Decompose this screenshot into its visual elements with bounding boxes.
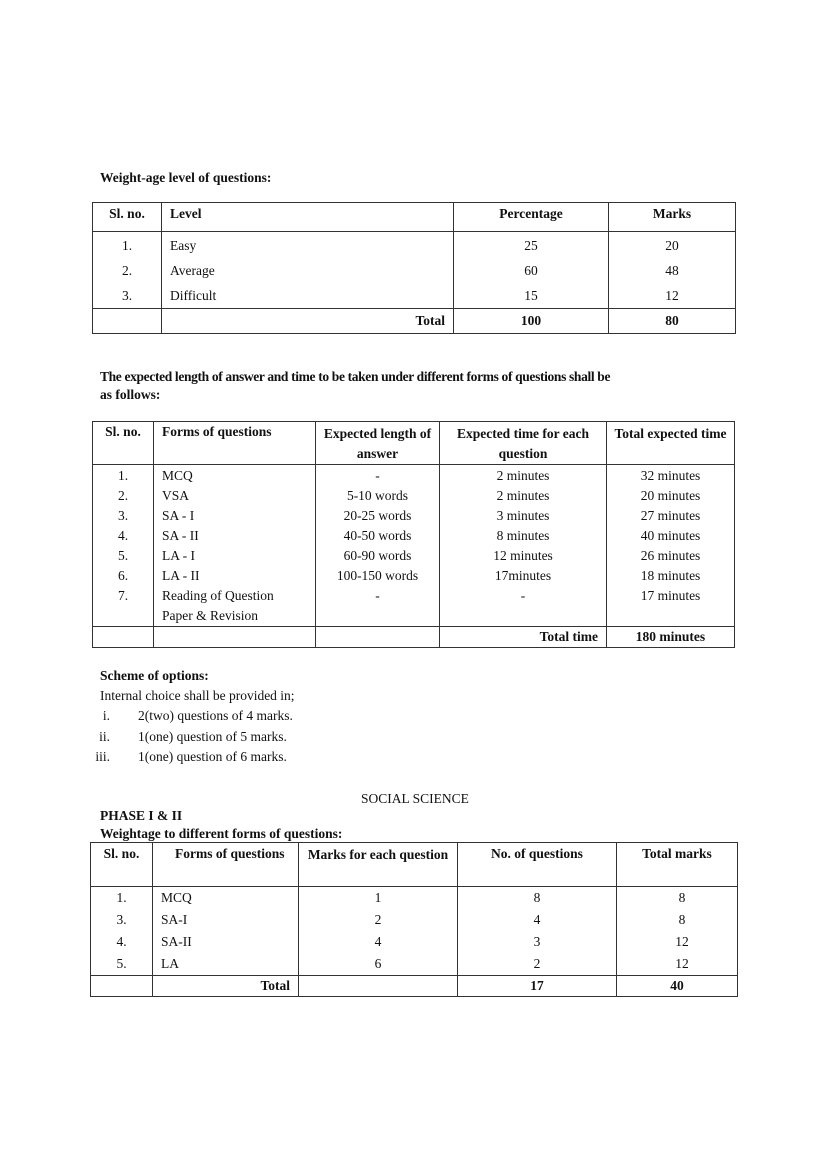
total-percentage: 100 [454,309,609,334]
social-science-title: SOCIAL SCIENCE [361,791,469,806]
col-header-total-time: Total expected time [607,422,735,465]
col-header-total-marks: Total marks [617,843,738,887]
table-row-level: Easy [170,238,197,253]
table-row-sl: 3. [121,288,133,303]
table-row-form: MCQ [161,890,192,905]
col-header-forms: Forms of questions [154,422,316,465]
table-row-total: 12 [675,934,689,949]
section1-heading: Weight-age level of questions: [100,170,272,185]
table-row-length: 60-90 words [343,548,412,563]
table-row-percentage: 60 [524,263,538,278]
table-row-time-each: - [520,588,526,603]
table-row-sl: 2. [117,488,129,503]
table-row-marks: 12 [665,288,679,303]
table-row-time-each: 8 minutes [496,528,550,543]
table-row-time-each: 2 minutes [496,468,550,483]
col-header-time-each: Expected time for each question [440,422,607,465]
table-row-total: 32 minutes [640,468,701,483]
table-row-sl: 4. [117,528,129,543]
col-header-count: No. of questions [458,843,617,887]
list-item [90,729,390,750]
list-item-number: i. [102,708,110,723]
options-heading: Scheme of options: [100,668,209,683]
table-row-total: 20 minutes [640,488,701,503]
list-item [90,708,390,729]
table-row-percentage: 25 [524,238,538,253]
table-row-marks-each: 1 [374,890,382,905]
table-row-sl: 5. [116,956,127,971]
table-row-marks-each: 6 [374,956,382,971]
section2-heading [100,369,740,403]
table-row-length: 20-25 words [343,508,412,523]
list-item-text: 1(one) question of 6 marks. [138,749,287,764]
col-header-length: Expected length of answer [316,422,440,465]
table-row-length: 5-10 words [346,488,409,503]
weightage-level-table [92,202,736,334]
col-header-forms: Forms of questions [153,843,299,887]
list-item-number: iii. [95,749,110,764]
table-row-percentage: 15 [524,288,538,303]
table-row-sl: 1. [117,468,129,483]
table-row-count: 2 [533,956,541,971]
table-row-total: 8 [678,890,686,905]
table-row-form: SA-I [161,912,188,927]
table-row-marks-each: 4 [374,934,382,949]
table-row-total: 40 minutes [640,528,701,543]
total-count: 17 [458,976,617,997]
table-row-marks: 48 [665,263,679,278]
list-item [90,749,390,770]
table-row-time-each: 2 minutes [496,488,550,503]
table-row-total: 27 minutes [640,508,701,523]
table-row-sl: 1. [121,238,133,253]
phase-label: PHASE I & II [100,808,183,823]
table-row-form: SA-II [161,934,192,949]
table-row-form: LA - II [162,568,200,583]
social-science-table [90,842,738,997]
col-header-slno: Sl. no. [93,203,162,232]
expected-length-table [92,421,735,648]
table-row-count: 3 [533,934,541,949]
table-row-form: VSA [162,488,190,503]
total-marks: 80 [609,309,736,334]
table-row-time-each: 12 minutes [493,548,553,563]
total-time-label: Total time [440,627,607,648]
table-row-total: 17 minutes [640,588,701,603]
table-row-length: - [375,468,380,483]
table-row-sl: 5. [117,548,129,563]
table-row-level: Average [170,263,215,278]
table-row-sl: 6. [117,568,129,583]
table-row-form: LA - I [162,548,195,563]
table-row-total: 18 minutes [640,568,701,583]
table-row-sl: 4. [116,934,127,949]
table-row-length: 100-150 words [336,568,419,583]
table-row-length: 40-50 words [343,528,412,543]
table-row-sl: 7. [117,588,129,603]
table-row-marks: 20 [665,238,679,253]
col-header-level: Level [162,203,454,232]
table-row-total: 8 [678,912,686,927]
total-marks: 40 [617,976,738,997]
table-row-length: - [375,588,380,603]
table-row-sl: 2. [121,263,133,278]
table-row-sl: 1. [116,890,127,905]
list-item-number: ii. [99,728,110,744]
options-intro: Internal choice shall be provided in; [100,688,295,703]
section2-heading-line2: as follows: [100,387,161,402]
total-time-value: 180 minutes [607,627,735,648]
col-header-slno: Sl. no. [91,843,153,887]
list-item-text: 1(one) question of 5 marks. [138,728,287,744]
table-row-total: 12 [675,956,689,971]
col-header-marks-each: Marks for each question [299,843,458,887]
col-header-percentage: Percentage [454,203,609,232]
col-header-slno: Sl. no. [93,422,154,465]
table-row-time-each: 17minutes [494,568,552,583]
table-row-marks-each: 2 [374,912,382,927]
social-heading: Weightage to different forms of questions: [100,826,343,841]
table-row-form: Reading of Question Paper & Revision [162,588,274,623]
table-row-form: SA - I [162,508,195,523]
table-row-count: 8 [533,890,541,905]
table-row-time-each: 3 minutes [496,508,550,523]
total-label: Total [153,976,299,997]
table-row-form: MCQ [162,468,193,483]
table-row-form: LA [161,956,179,971]
total-label: Total [162,309,454,334]
table-row-level: Difficult [170,288,217,303]
table-row-count: 4 [533,912,541,927]
list-item-text: 2(two) questions of 4 marks. [138,708,293,723]
table-row-sl: 3. [116,912,127,927]
table-row-total: 26 minutes [640,548,701,563]
options-list [90,708,390,770]
table-row-sl: 3. [117,508,129,523]
table-row-form: SA - II [162,528,199,543]
section2-heading-line1: The expected length of answer and time to be taken under different forms of questions shall be [100,369,611,384]
col-header-marks: Marks [609,203,736,232]
